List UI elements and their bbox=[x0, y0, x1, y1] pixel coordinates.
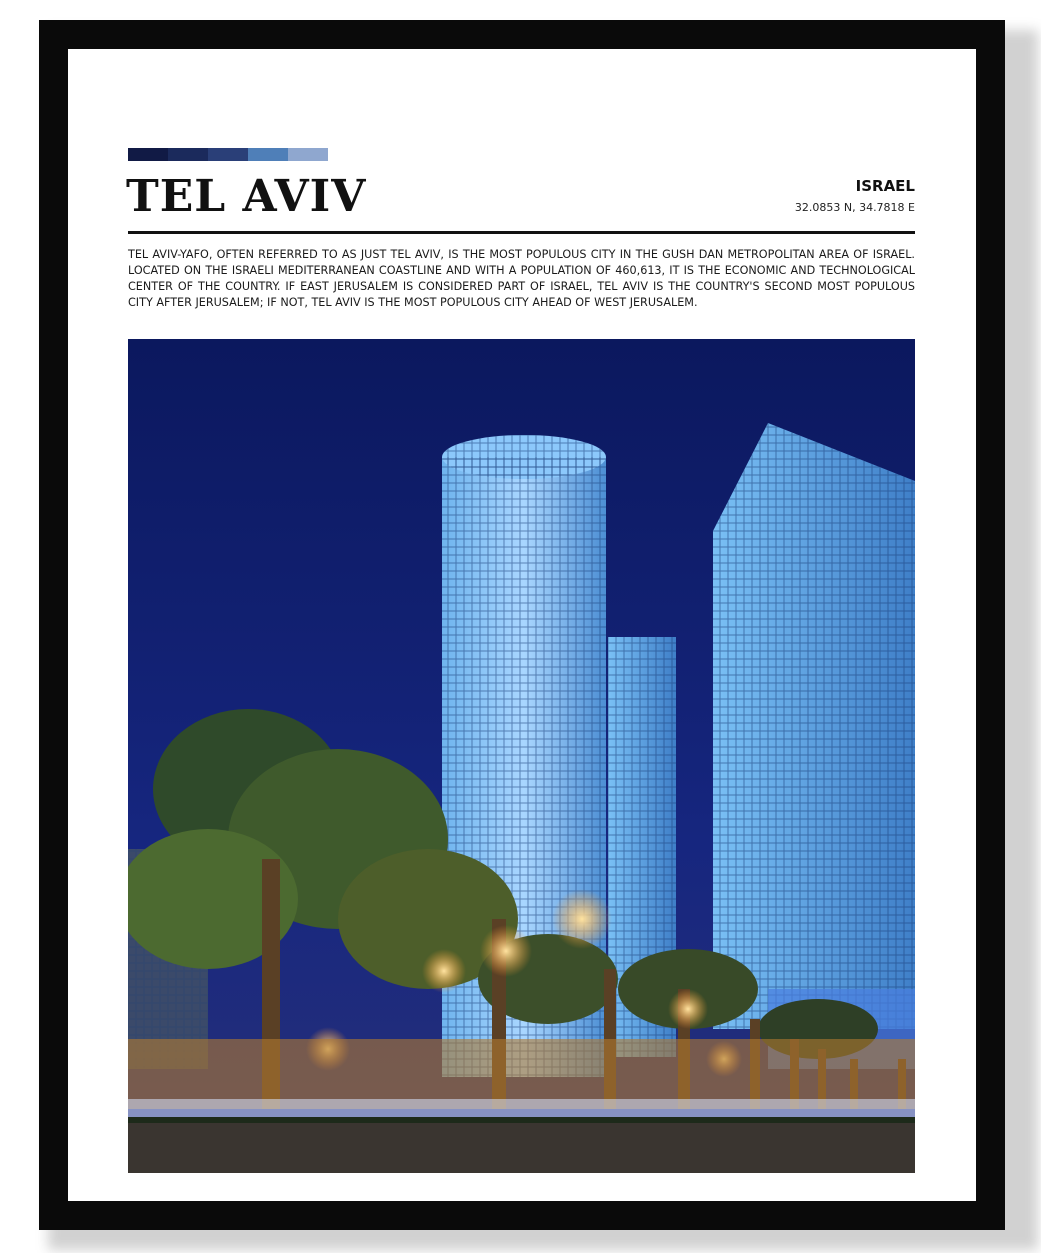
poster-frame bbox=[39, 20, 1005, 1230]
country-name: ISRAEL bbox=[855, 177, 915, 195]
palette-swatch bbox=[208, 148, 248, 161]
poster-mat bbox=[68, 49, 976, 1201]
city-description: TEL AVIV-YAFO, OFTEN REFERRED TO AS JUST TEL AVIV, IS THE MOST POPULOUS CITY IN THE GUSH DAN METROPOLITAN AREA OF ISRAEL. LOCATED ON THE ISRAELI MEDITERRANEAN COASTLINE AND WITH A POPULATION OF 460,613, IT IS THE ECONOMIC AND TECHNOLOGICAL CENTER OF THE COUNTRY. IF EAST JERUSALEM IS CONSIDERED PART OF ISRAEL, TEL AVIV IS THE COUNTRY'S SECOND MOST POPULOUS CITY AFTER JERUSALEM; IF NOT, TEL AVIV IS THE MOST POPULOUS CITY AHEAD OF WEST JERUSALEM. bbox=[128, 248, 915, 309]
lit-hedge bbox=[128, 1039, 915, 1109]
city-title: TEL AVIV bbox=[126, 171, 367, 222]
median-hedge bbox=[128, 1117, 915, 1123]
palette-swatch bbox=[168, 148, 208, 161]
coordinates: 32.0853 N, 34.7818 E bbox=[794, 201, 915, 214]
title-divider bbox=[128, 231, 915, 234]
palette-swatch bbox=[288, 148, 328, 161]
city-photo bbox=[128, 339, 915, 1173]
color-palette bbox=[128, 148, 328, 161]
skyline-illustration bbox=[128, 339, 915, 1173]
light-trails bbox=[128, 1099, 915, 1119]
palette-swatch bbox=[248, 148, 288, 161]
palette-swatch bbox=[128, 148, 168, 161]
road bbox=[128, 1119, 915, 1173]
